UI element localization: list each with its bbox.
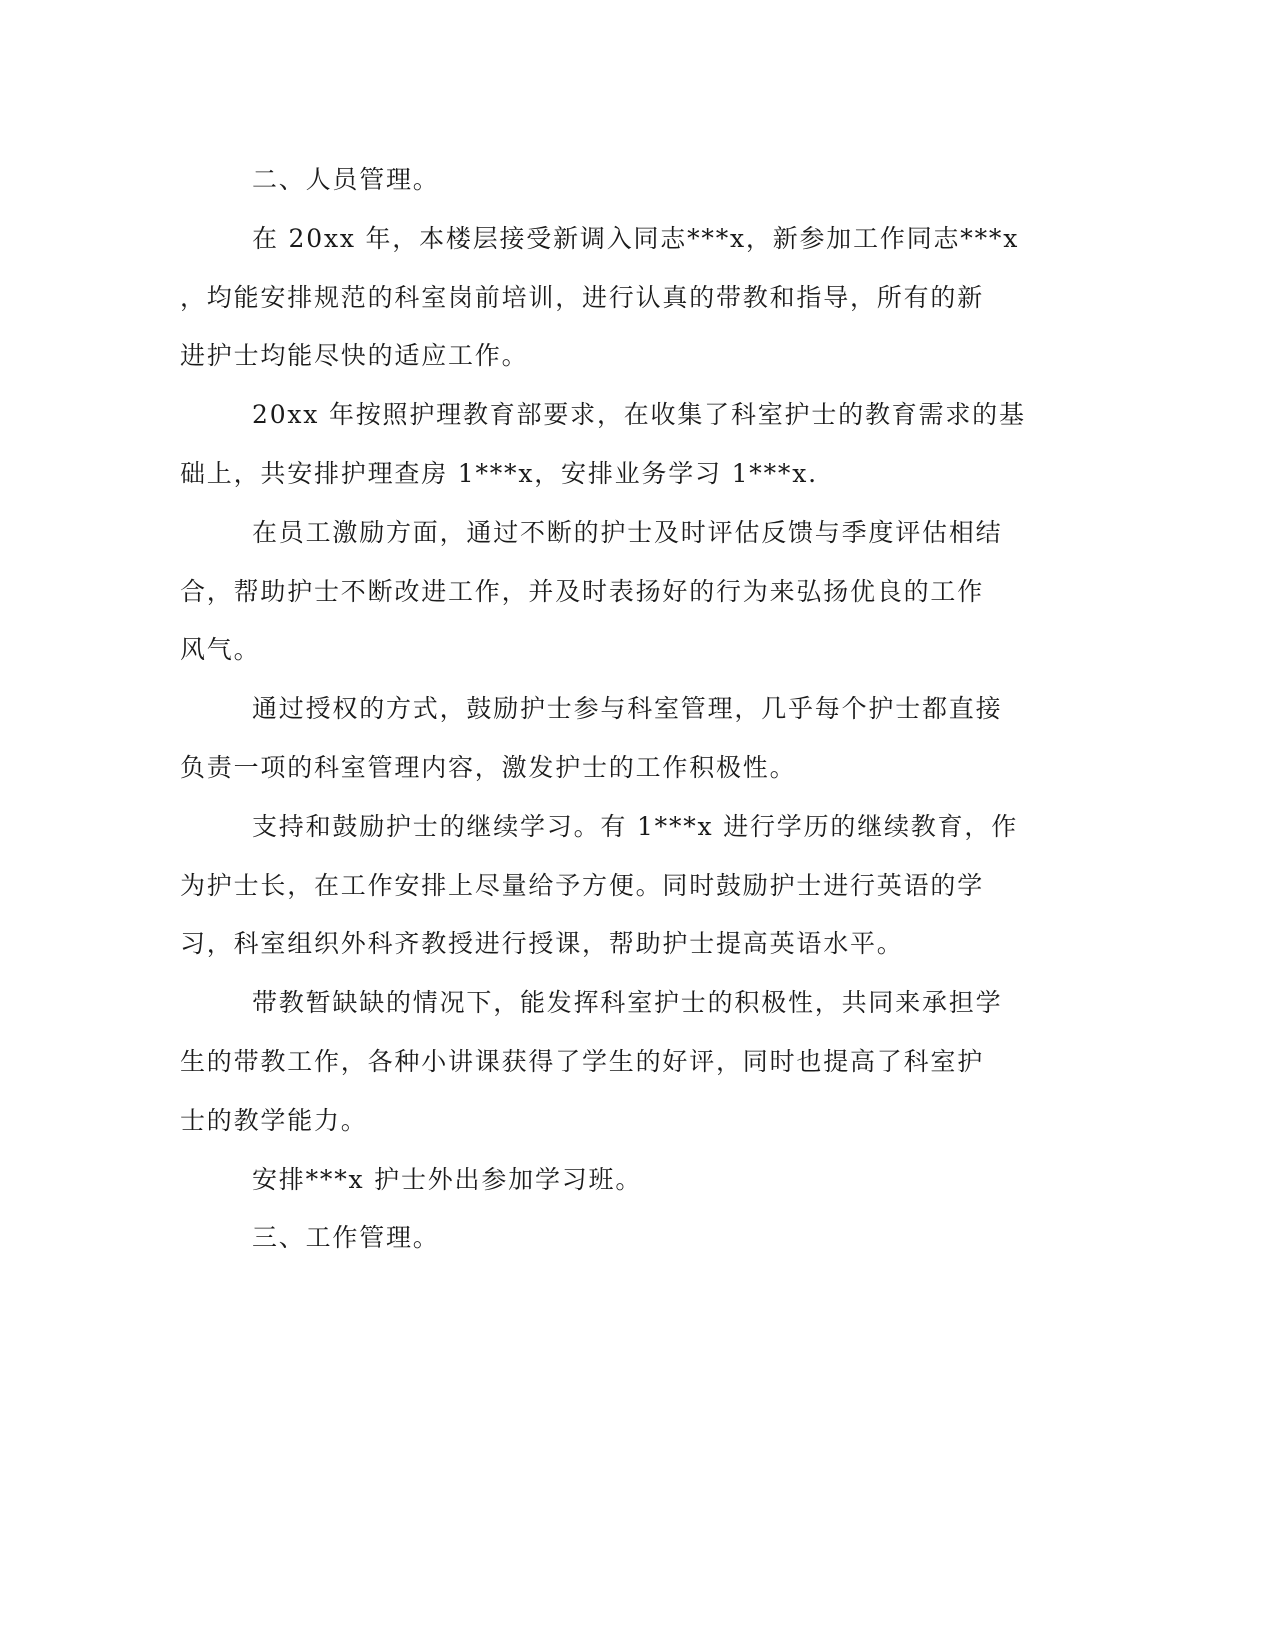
section-heading-work-management (180, 1209, 1095, 1268)
text-line: 在 20xx 年，本楼层接受新调入同志***x，新参加工作同志***x (252, 223, 1020, 253)
paragraph-new-staff (180, 210, 1095, 386)
text-line: 20xx 年按照护理教育部要求，在收集了科室护士的教育需求的基 (252, 400, 1026, 430)
text-line: 三、工作管理。 (252, 1223, 440, 1253)
text-line: 通过授权的方式，鼓励护士参与科室管理，几乎每个护士都直接 (252, 694, 1003, 724)
text-line: 为护士长，在工作安排上尽量给予方便。同时鼓励护士进行英语的学 (180, 870, 985, 900)
text-line: 在员工激励方面，通过不断的护士及时评估反馈与季度评估相结 (252, 517, 1003, 547)
text-line: 负责一项的科室管理内容，激发护士的工作积极性。 (180, 752, 797, 782)
paragraph-external-training (180, 1151, 1095, 1210)
paragraph-teaching (180, 974, 1095, 1150)
paragraph-continuing-education (180, 798, 1095, 974)
text-line: 风气。 (180, 635, 261, 665)
text-line: 础上，共安排护理查房 1***x，安排业务学习 1***x. (180, 458, 818, 488)
text-line: 士的教学能力。 (180, 1105, 368, 1135)
paragraph-education (180, 386, 1095, 504)
text-line: 安排***x 护士外出参加学习班。 (252, 1164, 643, 1194)
text-line: 习，科室组织外科齐教授进行授课，帮助护士提高英语水平。 (180, 929, 904, 959)
text-line: 支持和鼓励护士的继续学习。有 1***x 进行学历的继续教育，作 (252, 811, 1019, 841)
section-heading-personnel (180, 151, 1095, 210)
paragraph-incentives (180, 504, 1095, 680)
text-line: 二、人员管理。 (252, 165, 440, 194)
text-line: 合，帮助护士不断改进工作，并及时表扬好的行为来弘扬优良的工作 (180, 576, 985, 606)
text-line: 进护士均能尽快的适应工作。 (180, 341, 529, 371)
text-line: ，均能安排规范的科室岗前培训，进行认真的带教和指导，所有的新 (180, 282, 985, 312)
paragraph-empowerment (180, 680, 1095, 798)
text-line: 生的带教工作，各种小讲课获得了学生的好评，同时也提高了科室护 (180, 1046, 985, 1076)
text-line: 带教暂缺缺的情况下，能发挥科室护士的积极性，共同来承担学 (252, 988, 1003, 1018)
